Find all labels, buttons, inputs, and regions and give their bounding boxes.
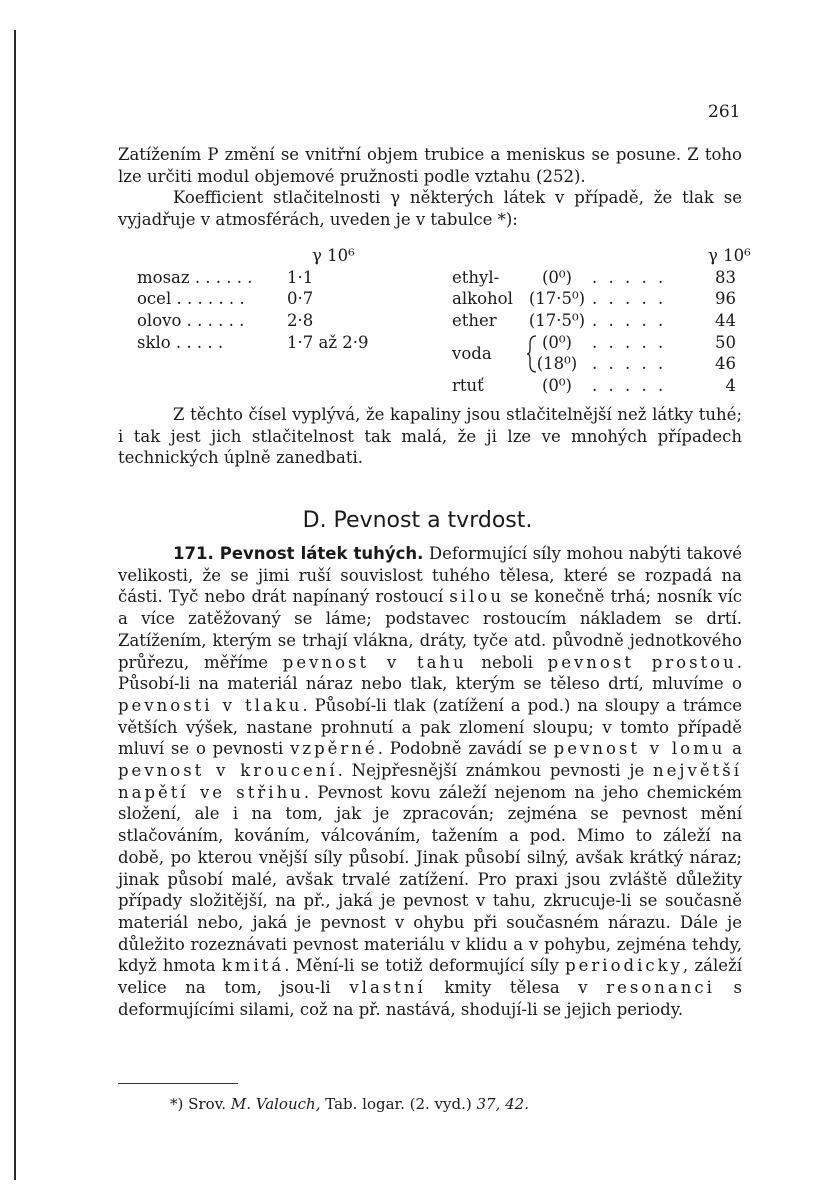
section-title: 171. Pevnost látek tuhých. [173,544,424,563]
liquid-temperature: (17·5⁰) [528,311,586,331]
section-171-paragraph [118,543,742,1020]
emphasis-text: největší napětí ve střihu [118,761,742,802]
emphasis-text: pevnost v tahu [282,652,467,672]
table-row [137,332,387,354]
leader-dots: . . . . . [592,311,667,331]
leader-dots: . . . . . [592,267,667,287]
body-text: , záleží velice na tom, jsou-li [118,956,742,998]
paragraph-1: Zatížením P změní se vnitřní objem trubice a meniskus se posune. Z toho lze určiti modul objemové pružnosti podle vztahu (252). [118,145,742,186]
table-column-header: γ 10⁶ [708,246,751,265]
table-row [452,267,751,289]
liquid-name: ethyl- [452,267,500,287]
table-row [522,332,736,354]
table-row [137,267,387,289]
leader-dots: . . . . . [592,289,667,309]
liquid-value: 44 [715,311,736,331]
liquid-name: voda [452,343,492,363]
table-row [522,353,736,375]
section-heading: D. Pevnost a tvrdost. [302,508,533,533]
table-row [452,375,751,397]
material-value: 1·1 [287,267,314,287]
footnote-prefix: *) Srov. [170,1095,227,1113]
body-text: kmity tělesa v [425,978,607,998]
emphasis-text: silou [449,587,504,607]
leader-dots: . . . . . [592,354,667,374]
material-name: olovo . . . . . . [137,311,245,331]
voda-group [452,332,751,375]
liquid-temperature: (0⁰) [542,267,572,287]
material-name: sklo . . . . . [137,332,224,352]
voda-rows [522,332,736,375]
body-text: s deformujícími silami, což na př. nastává, shodují-li se jejich periody. [118,978,742,1019]
table-row [137,288,387,310]
body-text: . Nejpřesnější známkou pevnosti je [337,761,654,781]
intro-text [118,144,742,231]
emphasis-text: resonanci [606,978,715,998]
liquid-name: alkohol [452,289,513,309]
emphasis-text: periodicky [565,956,683,976]
body-text: Deformující síly mohou nabýti takové velikosti, že se jimi ruší souvislost tuhého tělesa, které se rozpadá na části. Tyč nebo drát napínaný rostoucí [118,544,743,607]
liquid-value: 50 [715,332,736,352]
voda-brace [526,334,538,374]
footnote-pages: 37, 42. [476,1095,529,1113]
footnote-author: M. Valouch, [230,1095,321,1113]
liquid-temperature: (0⁰) [542,332,572,352]
table-row [452,310,751,332]
paragraph-3: Z těchto čísel vyplývá, že kapaliny jsou stlačitelnější než látky tuhé; i tak jest jich stlačitelnost tak malá, že ji lze ve mnohých případech technických úplně zanedbati. [118,405,742,468]
liquid-temperature: (17·5⁰) [528,289,586,309]
body-text: neboli [466,652,548,672]
table-column-header: γ 10⁶ [312,246,355,265]
conclusion-text [118,404,742,469]
liquid-value: 96 [715,289,736,309]
section-171-text [118,543,742,1020]
material-value: 1·7 až 2·9 [287,332,369,352]
paragraph-2: Koefficient stlačitelnosti γ některých látek v případě, že tlak se vyjadřuje v atmosférách, uveden je v tabulce *): [118,188,742,230]
scan-page-edge [14,30,16,1180]
footnote-title: Tab. logar. (2. vyd.) [325,1095,472,1113]
liquid-value: 46 [715,354,736,374]
liquid-name: ether [452,311,497,331]
liquid-temperature: (0⁰) [542,376,572,396]
emphasis-text: pevnosti v tlaku [118,695,303,715]
body-text: se konečně trhá; nosník víc a více zatěžovaný se láme; podstavec rostoucím nákladem se drtí. Zatížením, kterým se trhají vlákna, dráty, tyče atd. původně jednotkového průřezu, měříme [118,587,742,672]
body-text: . Mění-li se totiž deformující síly [284,956,566,976]
body-text: a [725,739,742,759]
footnote-divider [118,1083,238,1084]
body-text: . Podobně zavádí se [377,739,554,759]
liquid-temperature: (18⁰) [536,354,578,374]
material-name: ocel . . . . . . . [137,289,245,309]
liquid-value: 4 [725,376,736,396]
emphasis-text: vlastní [349,978,426,998]
leader-dots: . . . . . [592,332,667,352]
emphasis-text: vzpěrné [290,739,378,759]
emphasis-text: pevnost v kroucení [118,761,338,781]
body-text: . Působí-li tlak (zatížení a pod.) na sloupy a trámce větších výšek, nastane prohnutí a pak zlomení sloupu; v tomto případě mluví se o pevnosti [118,695,743,759]
table-row [452,288,751,310]
liquid-value: 83 [715,267,736,287]
body-text: . Působí-li na materiál náraz nebo tlak, kterým se těleso drtí, mluvíme o [118,652,742,694]
table-row [137,310,387,332]
page-number: 261 [708,102,741,122]
compressibility-table-left [137,245,387,353]
compressibility-table-right [452,245,751,397]
emphasis-text: pevnost prostou [547,652,737,672]
material-name: mosaz . . . . . . [137,267,253,287]
emphasis-text: kmitá [221,956,285,976]
material-value: 2·8 [287,311,314,331]
footnote [170,1095,529,1113]
emphasis-text: pevnost v lomu [553,739,726,759]
material-value: 0·7 [287,289,314,309]
liquid-name: rtuť [452,376,484,396]
leader-dots: . . . . . [592,376,667,396]
body-text: . Pevnost kovu záleží nejenom na jeho chemickém složení, ale i na tom, jak je zpracován; zejména se pevnost mění stlačováním, kováním, válcováním, tažením a pod. Mimo to záleží na době, po kterou vnější síly působí. Jinak působí silný, avšak krátký náraz; jinak působí malé, avšak trvalé zatížení. Pro praxi jsou zvláště důležity případy složitější, na př., jaká je pevnost v tahu, zkrucuje-li se současně materiál nebo, jaká je pevnost v ohybu při současném nárazu. Dále je důležito rozeznávati pevnost materiálu v klidu a v pohybu, zejména tehdy, když hmota [118,782,743,976]
